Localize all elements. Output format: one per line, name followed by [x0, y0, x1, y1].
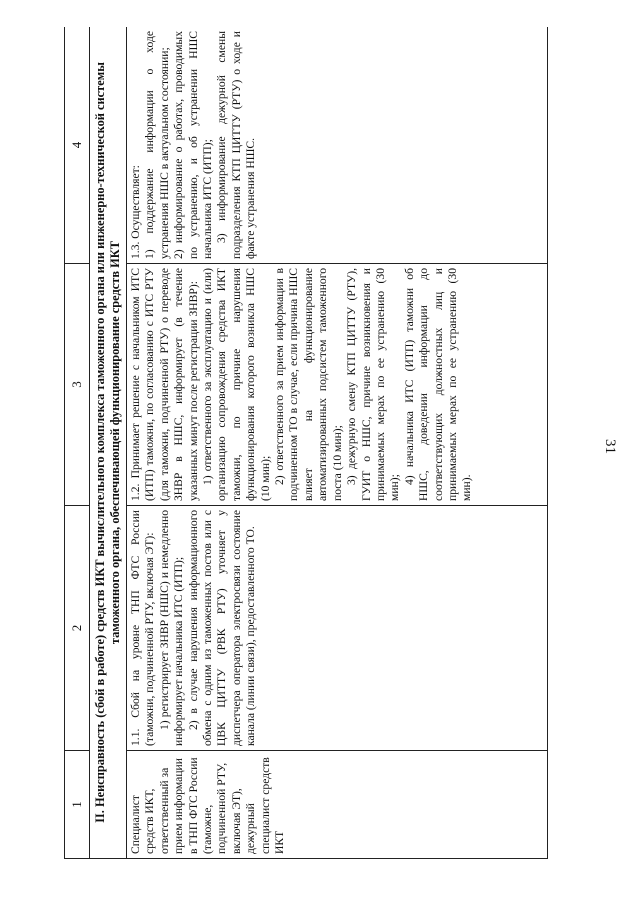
actions-cell-step-1: [127, 506, 548, 751]
step-2-heading: 1.2. Принимает решение с начальником ИТС (ИТП) таможни, по согласованию с ИТС РТУ (для таможни, подчиненной РТУ) о переводе ЗНВР в НШС, информирует (в течение указанных минут после регистрации ЗНВР):: [129, 268, 200, 501]
step-2-item-4: 4) начальника ИТС (ИТП) таможни об НШС, доведении информации до соответствующих должностных лиц и принимаемых мерах по ее устранению (30 мин).: [402, 268, 474, 501]
step-1-item-1: 1) регистрирует ЗНВР (НШС) и немедленно информирует начальника ИТС (ИТП);: [157, 510, 186, 746]
section-title-row: [90, 27, 127, 859]
page-number: 31: [602, 439, 618, 454]
column-header-1: 1: [65, 751, 90, 859]
procedure-table: [64, 27, 548, 859]
step-3-item-1: 1) поддержание информации о ходе устранения НШС в актуальном состоянии;: [143, 31, 171, 259]
step-2-item-3: 3) дежурную смену КТП ЦИТТУ (РТУ), ГУИТ о НШС, причине возникновения и принимаемых мерах по ее устранению (30 мин);: [345, 268, 402, 501]
responsible-party-cell: [127, 751, 548, 859]
step-2-item-1: 1) ответственного за эксплуатацию и (или) организацию сопровождения средства ИКТ таможни, по причине нарушения функционирования которого возникла НШС (10 мин);: [201, 268, 272, 501]
step-3-item-2: 2) информирование о работах, проводимых по устранению, и об устранении НШС начальника ИТС (ИТП);: [172, 31, 215, 259]
step-3-item-3: 3) информирование дежурной смены подразделения КТП ЦИТТУ (РТУ) о ходе и факте устранения НШС.: [215, 31, 258, 259]
column-header-2: 2: [65, 506, 90, 751]
table-row: [127, 27, 548, 859]
step-1-item-2: 2) в случае нарушения информационного обмена с одним из таможенных постов или с ЦВК ЦИТТУ (РВК РТУ) уточняет у диспетчера оператора электросвязи состояние канала (линии связи), предоставленного ТО.: [186, 510, 258, 746]
column-header-4: 4: [65, 27, 90, 264]
rotated-table-container: [64, 27, 584, 859]
step-3-heading: 1.3. Осуществляет:: [129, 165, 142, 259]
responsible-party-text: Специалист средств ИКТ, ответственный за прием информации в ТНП ФТС России (таможне, подчиненной РТУ, включая ЭТ), дежурный специалист средств ИКТ: [129, 757, 287, 854]
table-frame: [64, 27, 584, 859]
column-header-3: 3: [65, 264, 90, 506]
step-1-heading: 1.1. Сбой на уровне ТНП ФТС России (таможни, подчиненной РТУ, включая ЭТ):: [129, 510, 157, 746]
actions-cell-step-3: [127, 27, 548, 264]
section-title: II. Неисправность (сбой в работе) средств ИКТ вычислительного комплекса таможенного органа или инженерно-технической системы таможенного органа, обеспечивающей функционирование средств ИКТ: [90, 27, 127, 859]
column-number-row: [65, 27, 90, 859]
step-2-item-2: 2) ответственного за прием информации в подчиненном ТО в случае, если причина НШС влияет на функционирование автоматизированных подсистем таможенного поста (10 мин);: [273, 268, 344, 501]
actions-cell-step-2: [127, 264, 548, 506]
